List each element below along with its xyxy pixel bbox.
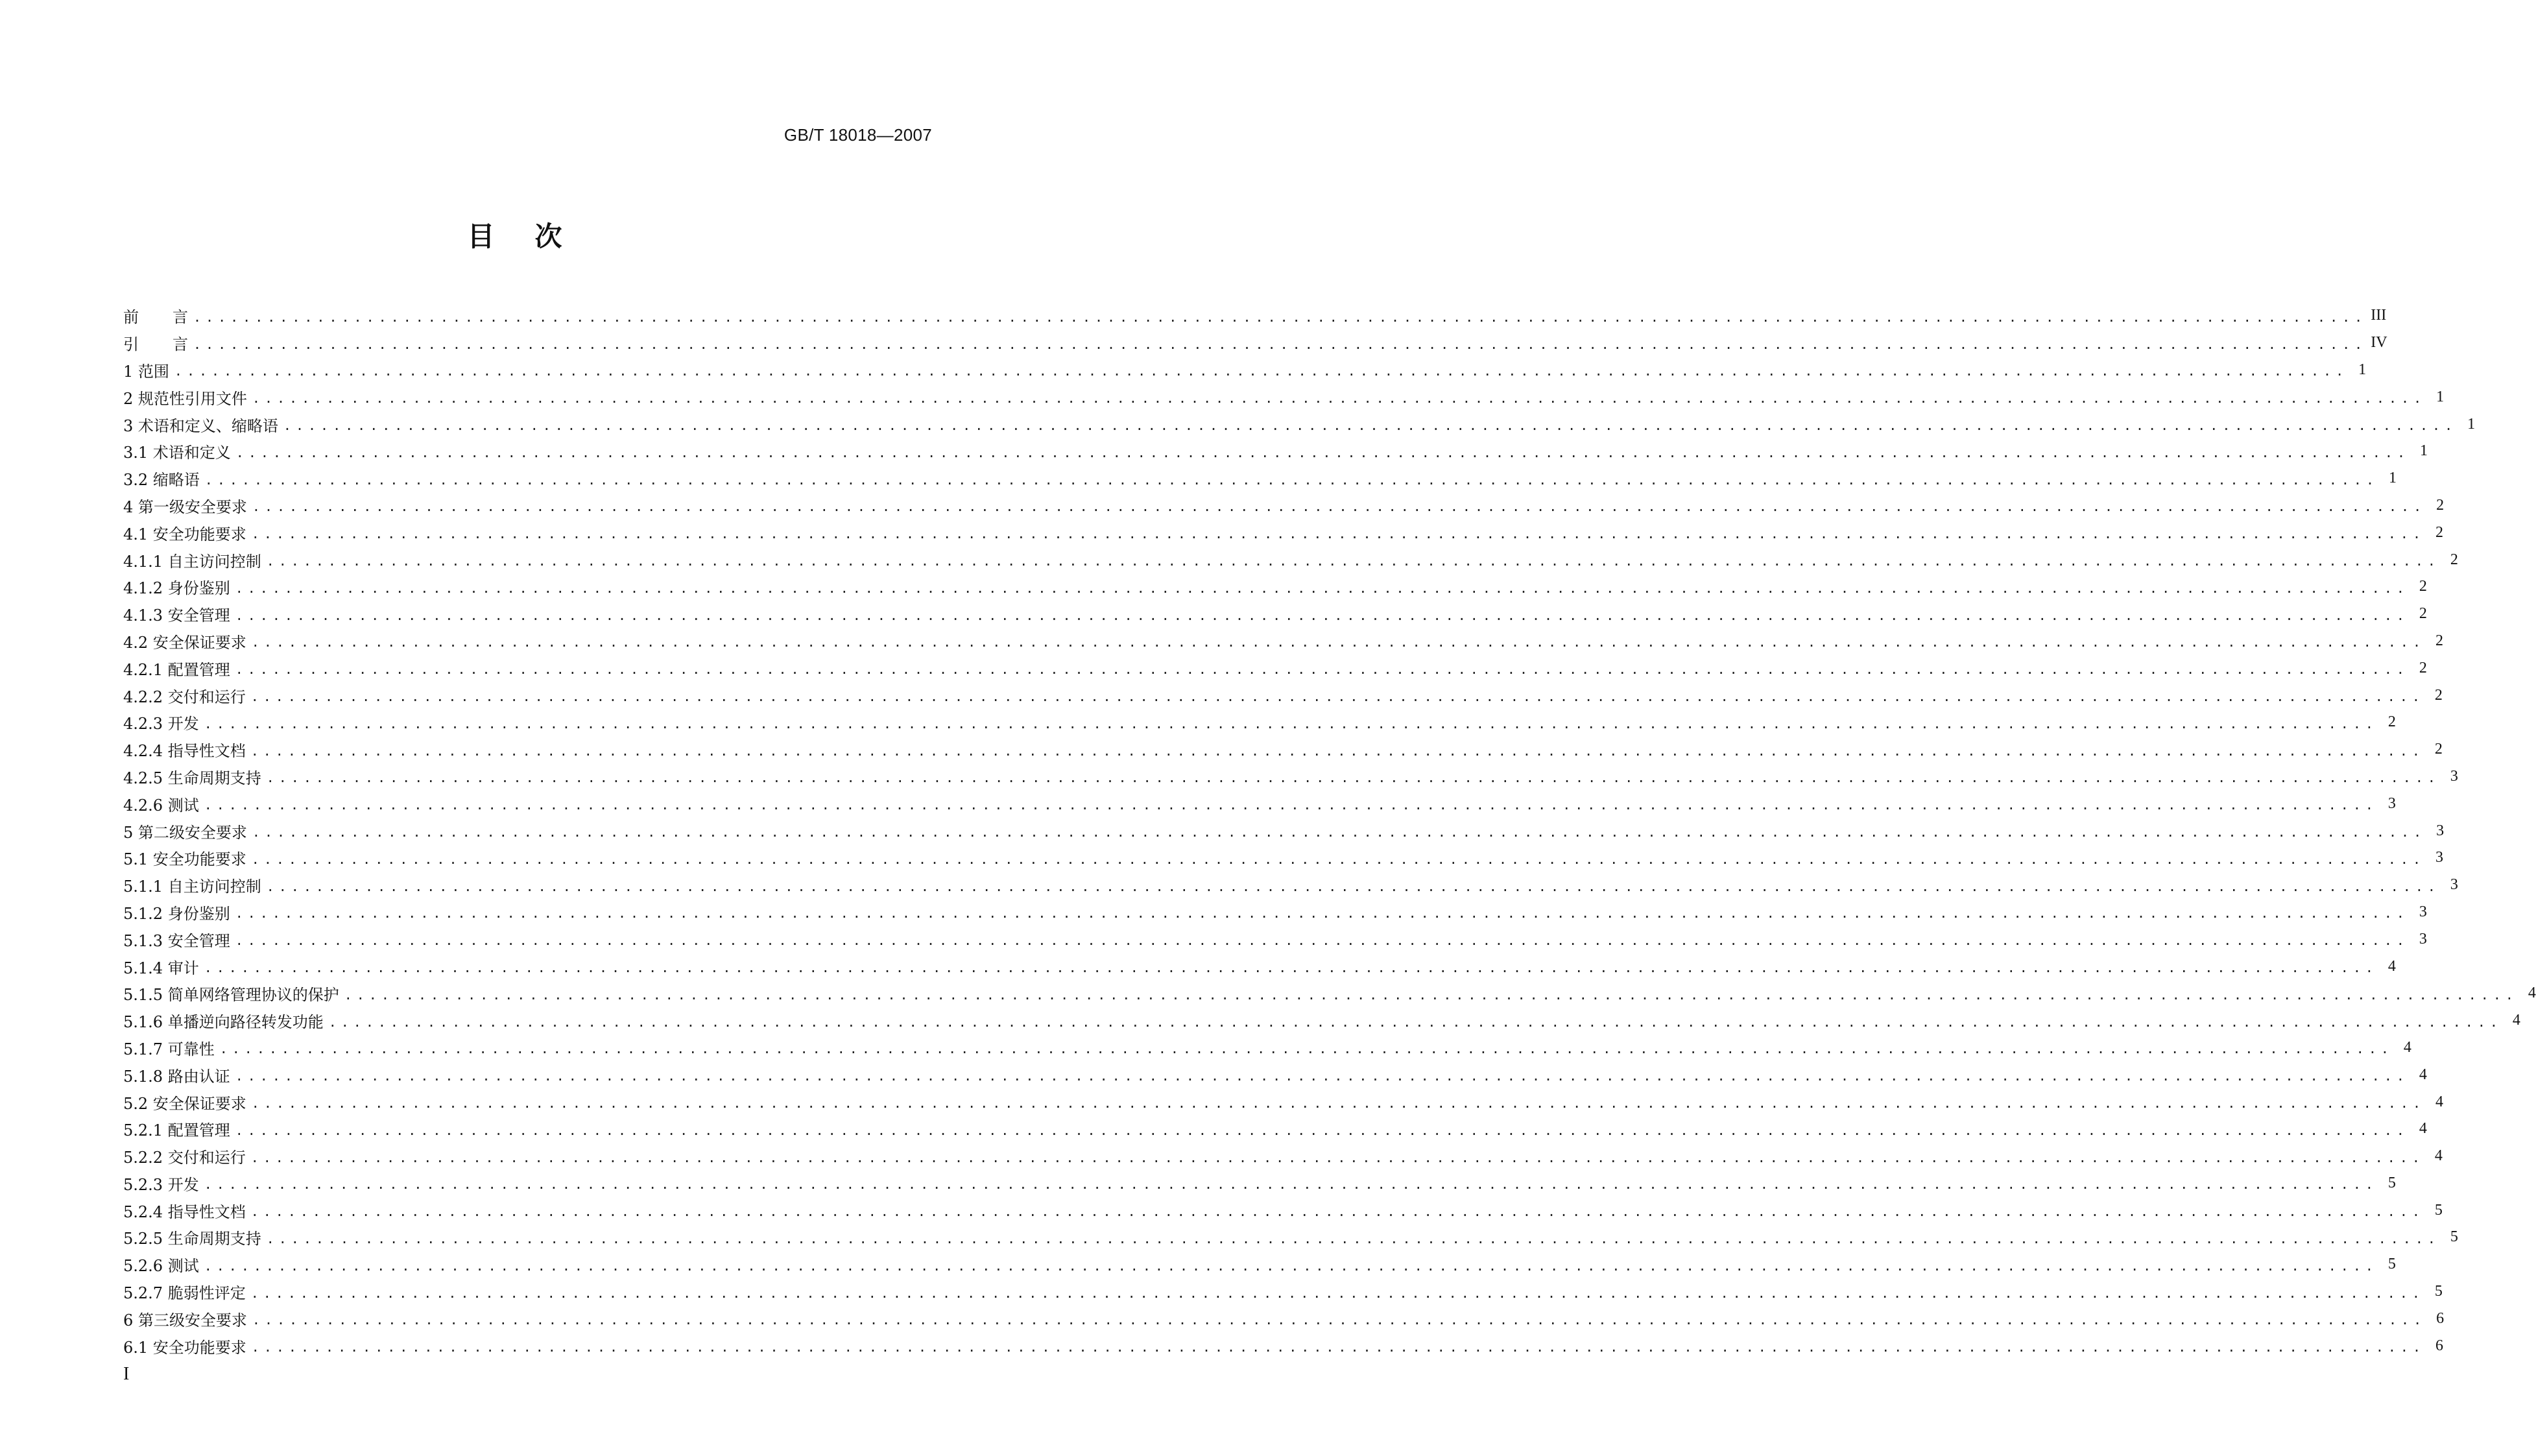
toc-entry-page: 1	[2420, 442, 2428, 460]
toc-entry-page: 3	[2450, 767, 2458, 785]
dot-leader: ................................................................................................................................................................................	[235, 905, 2409, 922]
toc-entry[interactable]	[123, 492, 2445, 519]
dot-leader: ................................................................................................................................................................................	[204, 960, 2378, 976]
dot-leader: ................................................................................................................................................................................	[266, 553, 2440, 569]
dot-leader: ................................................................................................................................................................................	[174, 363, 2349, 379]
toc-entry[interactable]	[123, 1332, 2444, 1359]
toc-entry[interactable]	[123, 601, 2427, 628]
toc-entry-introduction[interactable]	[123, 329, 2387, 357]
toc-entry[interactable]	[123, 899, 2427, 926]
toc-entry-label: 5.2.4 指导性文档	[123, 1202, 246, 1221]
dot-leader: ................................................................................................................................................................................	[235, 444, 2410, 460]
toc-entry[interactable]	[123, 411, 2476, 438]
page-title	[0, 215, 1029, 254]
toc-entry-label: 5.2.3 开发	[123, 1175, 199, 1194]
dot-leader: ................................................................................................................................................................................	[193, 309, 2367, 325]
toc-entry-page: 2	[2436, 496, 2445, 514]
dot-leader: ................................................................................................................................................................................	[328, 1014, 2502, 1030]
toc-entry[interactable]	[123, 1143, 2443, 1170]
toc-entry[interactable]	[123, 357, 2367, 384]
toc-entry-label: 4.2.5 生命周期支持	[123, 769, 261, 787]
dot-leader: ................................................................................................................................................................................	[204, 1258, 2378, 1274]
dot-leader: ................................................................................................................................................................................	[266, 878, 2440, 894]
toc-entry[interactable]	[123, 465, 2397, 492]
dot-leader: ................................................................................................................................................................................	[251, 526, 2426, 542]
dot-leader: ................................................................................................................................................................................	[344, 986, 2518, 1003]
toc-entry-label: 5.2.1 配置管理	[123, 1121, 230, 1140]
toc-entry[interactable]	[123, 1170, 2396, 1197]
toc-entry-page: 2	[2419, 659, 2427, 676]
toc-entry[interactable]	[123, 519, 2444, 546]
toc-entry-page: IV	[2371, 334, 2387, 352]
toc-entry-label: 3 术语和定义、缩略语	[123, 416, 278, 435]
toc-entry[interactable]	[123, 980, 2536, 1007]
toc-entry-page: 4	[2419, 1120, 2427, 1138]
toc-entry-label: 4.2.2 交付和运行	[123, 687, 246, 706]
dot-leader: ................................................................................................................................................................................	[250, 689, 2424, 705]
toc-entry-page: 6	[2436, 1309, 2445, 1327]
toc-entry-page: 5	[2434, 1283, 2443, 1300]
toc-entry-label: 5.2.7 脆弱性评定	[123, 1284, 246, 1303]
toc-entry[interactable]	[123, 790, 2396, 817]
toc-entry[interactable]	[123, 573, 2427, 601]
toc-entry-page: 4	[2528, 985, 2536, 1002]
title-char-2: 次	[534, 221, 562, 252]
toc-entry-page: 4	[2512, 1012, 2520, 1029]
toc-entry-page: 2	[2434, 741, 2443, 758]
toc-entry[interactable]	[123, 925, 2427, 953]
toc-entry-page: 1	[2467, 415, 2476, 433]
standard-code: GB/T 18018—2007	[784, 125, 932, 145]
toc-entry-label: 4.2.1 配置管理	[123, 660, 230, 679]
toc-entry-label: 4.2 安全保证要求	[123, 633, 246, 652]
dot-leader: ................................................................................................................................................................................	[266, 770, 2440, 786]
toc-entry-label: 2 规范性引用文件	[123, 389, 247, 408]
title-char-1: 目	[467, 221, 495, 252]
dot-leader: ................................................................................................................................................................................	[204, 715, 2378, 732]
toc-entry-page: 4	[2419, 1066, 2427, 1083]
toc-entry-page: 4	[2403, 1038, 2411, 1056]
table-of-contents	[123, 302, 2536, 1359]
toc-entry[interactable]	[123, 1061, 2427, 1088]
toc-entry-page: 2	[2450, 551, 2458, 568]
dot-leader: ................................................................................................................................................................................	[283, 418, 2458, 434]
toc-entry-label: 5.1.7 可靠性	[123, 1040, 215, 1058]
dot-leader: ................................................................................................................................................................................	[235, 933, 2409, 949]
toc-entry-page: 4	[2387, 957, 2396, 975]
toc-entry[interactable]	[123, 1007, 2520, 1034]
dot-leader: ................................................................................................................................................................................	[204, 1176, 2378, 1193]
toc-entry-page: 3	[2436, 822, 2445, 839]
toc-entry[interactable]	[123, 1197, 2443, 1224]
toc-entry[interactable]	[123, 736, 2443, 763]
dot-leader: ................................................................................................................................................................................	[250, 1204, 2424, 1220]
toc-entry[interactable]	[123, 872, 2458, 899]
toc-entry-page: 4	[2434, 1147, 2443, 1165]
toc-entry[interactable]	[123, 1278, 2443, 1306]
dot-leader: ................................................................................................................................................................................	[235, 580, 2409, 596]
toc-entry-label: 5.1.2 身份鉴别	[123, 904, 230, 923]
toc-entry-label: 1 范围	[123, 362, 169, 381]
toc-entry[interactable]	[123, 682, 2443, 709]
dot-leader: ................................................................................................................................................................................	[252, 824, 2426, 841]
toc-entry-page: 5	[2434, 1201, 2443, 1219]
toc-entry[interactable]	[123, 628, 2444, 655]
toc-entry-label: 4.1.3 安全管理	[123, 606, 230, 625]
dot-leader: ................................................................................................................................................................................	[251, 634, 2426, 650]
toc-entry-label: 5.1.6 单播逆向路径转发功能	[123, 1013, 324, 1032]
toc-entry-label: 5.1.8 路由认证	[123, 1067, 230, 1086]
toc-entry-page: 1	[2436, 388, 2445, 405]
toc-entry[interactable]	[123, 817, 2445, 844]
toc-entry[interactable]	[123, 654, 2427, 682]
toc-entry-label: 4 第一级安全要求	[123, 497, 247, 516]
toc-entry-label: 5.2.6 测试	[123, 1257, 199, 1276]
toc-entry-label: 5.1.5 简单网络管理协议的保护	[123, 986, 339, 1005]
toc-entry[interactable]	[123, 1034, 2411, 1062]
toc-entry-page: 5	[2387, 1256, 2396, 1273]
toc-entry-page: 1	[2389, 470, 2397, 487]
dot-leader: ................................................................................................................................................................................	[235, 607, 2409, 623]
dot-leader: ................................................................................................................................................................................	[193, 336, 2367, 352]
toc-entry-label: 4.2.6 测试	[123, 796, 199, 815]
toc-entry-label: 5.1.4 审计	[123, 959, 199, 977]
toc-entry-label: 5.1.1 自主访问控制	[123, 877, 261, 896]
footer-page-number: I	[123, 1364, 130, 1384]
toc-entry[interactable]	[123, 1251, 2396, 1278]
dot-leader: ................................................................................................................................................................................	[250, 743, 2424, 759]
dot-leader: ................................................................................................................................................................................	[204, 797, 2378, 813]
toc-entry[interactable]	[123, 546, 2458, 573]
dot-leader: ................................................................................................................................................................................	[219, 1041, 2393, 1057]
toc-entry-label: 5.1.3 安全管理	[123, 931, 230, 950]
toc-entry[interactable]	[123, 1224, 2458, 1251]
toc-entry-label: 4.2.3 开发	[123, 715, 199, 734]
toc-entry-label: 引 言	[123, 335, 188, 354]
toc-entry-label: 前 言	[123, 308, 188, 327]
toc-entry[interactable]	[123, 383, 2445, 411]
toc-entry[interactable]	[123, 438, 2428, 465]
dot-leader: ................................................................................................................................................................................	[235, 1122, 2409, 1138]
toc-entry[interactable]	[123, 709, 2396, 736]
toc-entry[interactable]	[123, 763, 2458, 791]
toc-entry-page: 3	[2419, 930, 2427, 948]
toc-entry-label: 5 第二级安全要求	[123, 823, 247, 842]
toc-entry-page: 5	[2450, 1228, 2458, 1246]
toc-entry-page: 3	[2419, 903, 2427, 920]
dot-leader: ................................................................................................................................................................................	[250, 1285, 2424, 1301]
dot-leader: ................................................................................................................................................................................	[235, 662, 2409, 678]
dot-leader: ................................................................................................................................................................................	[250, 1149, 2424, 1165]
dot-leader: ................................................................................................................................................................................	[235, 1068, 2409, 1084]
dot-leader: ................................................................................................................................................................................	[252, 1312, 2426, 1328]
toc-entry-label: 5.2 安全保证要求	[123, 1094, 246, 1113]
toc-entry[interactable]	[123, 1116, 2427, 1143]
toc-entry-page: 3	[2435, 849, 2444, 866]
toc-entry-page: 2	[2419, 578, 2427, 595]
toc-entry-label: 4.1.2 身份鉴别	[123, 579, 230, 598]
toc-entry-label: 5.2.2 交付和运行	[123, 1149, 246, 1167]
toc-entry-page: 3	[2387, 794, 2396, 812]
toc-entry-label: 6.1 安全功能要求	[123, 1338, 246, 1357]
toc-entry-label: 4.1 安全功能要求	[123, 525, 246, 543]
dot-leader: ................................................................................................................................................................................	[251, 851, 2426, 867]
dot-leader: ................................................................................................................................................................................	[266, 1230, 2440, 1247]
toc-entry-label: 5.1 安全功能要求	[123, 850, 246, 869]
toc-entry[interactable]	[123, 844, 2444, 872]
dot-leader: ................................................................................................................................................................................	[204, 471, 2379, 488]
toc-entry[interactable]	[123, 1088, 2444, 1116]
toc-entry-foreword[interactable]	[123, 302, 2387, 329]
toc-entry-label: 6 第三级安全要求	[123, 1311, 247, 1330]
dot-leader: ................................................................................................................................................................................	[251, 1339, 2426, 1355]
toc-entry-page: 3	[2450, 876, 2458, 894]
toc-entry-label: 3.1 术语和定义	[123, 444, 231, 462]
toc-entry-label: 5.2.5 生命周期支持	[123, 1230, 261, 1248]
toc-entry-label: 4.2.4 指导性文档	[123, 742, 246, 761]
toc-entry-page: 2	[2387, 713, 2396, 731]
toc-entry-page: 2	[2435, 632, 2444, 649]
dot-leader: ................................................................................................................................................................................	[252, 390, 2426, 407]
toc-entry-page: 2	[2434, 686, 2443, 704]
toc-entry-page: 2	[2435, 523, 2444, 541]
toc-entry-page: 1	[2358, 361, 2367, 378]
toc-entry-page: 4	[2435, 1093, 2444, 1110]
toc-entry-label: 4.1.1 自主访问控制	[123, 552, 261, 571]
dot-leader: ................................................................................................................................................................................	[251, 1095, 2426, 1111]
toc-entry[interactable]	[123, 1305, 2445, 1332]
toc-entry-label: 3.2 缩略语	[123, 471, 200, 490]
toc-entry-page: 2	[2419, 605, 2427, 623]
dot-leader: ................................................................................................................................................................................	[252, 499, 2426, 515]
toc-entry-page: III	[2371, 307, 2387, 324]
toc-entry-page: 6	[2435, 1337, 2444, 1354]
toc-entry-page: 5	[2387, 1174, 2396, 1191]
toc-entry[interactable]	[123, 953, 2396, 980]
